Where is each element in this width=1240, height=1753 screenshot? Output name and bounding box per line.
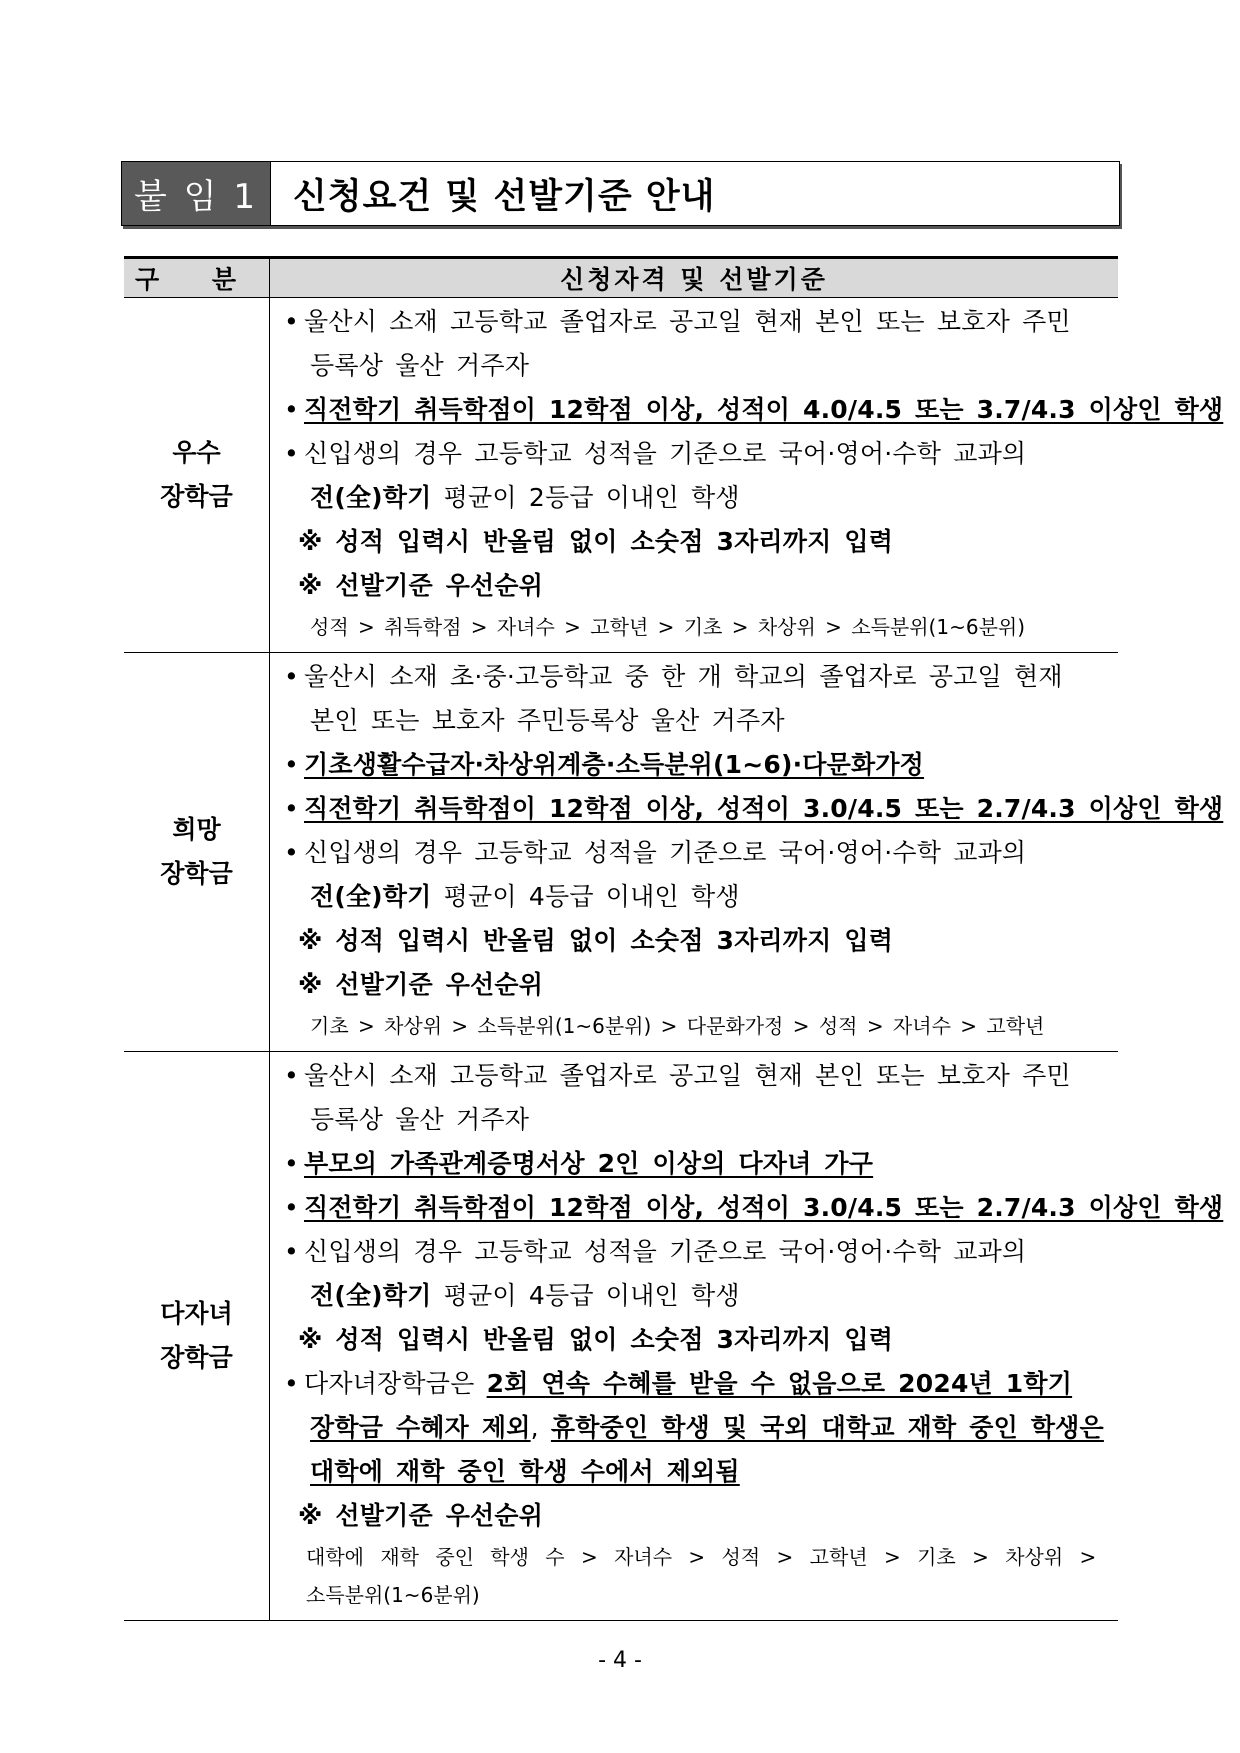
- table-header-row: [124, 258, 1118, 298]
- list-item-cont: 전(全)학기 평균이 2등급 이내인 학생: [310, 483, 740, 512]
- header-category: 구 분: [124, 258, 270, 298]
- list-item: • 직전학기 취득학점이 12학점 이상, 성적이 4.0/4.5 또는 3.7/4.3 이상인 학생: [284, 395, 1224, 424]
- list-item-cont: 대학에 재학 중인 학생 수에서 제외됨: [310, 1457, 740, 1486]
- category-label: 장학금: [160, 1343, 233, 1372]
- list-item: • 직전학기 취득학점이 12학점 이상, 성적이 3.0/4.5 또는 2.7/4.3 이상인 학생: [284, 1193, 1224, 1222]
- note-rounding: ※ 성적 입력시 반올림 없이 소숫점 3자리까지 입력: [298, 926, 894, 955]
- list-item: • 울산시 소재 초·중·고등학교 중 한 개 학교의 졸업자로 공고일 현재: [284, 662, 1063, 691]
- list-item-cont: 장학금 수혜자 제외, 휴학중인 학생 및 국외 대학교 재학 중인 학생은: [310, 1413, 1104, 1442]
- list-item-exclusion: • 다자녀장학금은 2회 연속 수혜를 받을 수 없음으로 2024년 1학기: [284, 1369, 1073, 1398]
- criteria-cell: [270, 653, 1224, 1052]
- list-item: • 직전학기 취득학점이 12학점 이상, 성적이 3.0/4.5 또는 2.7/4.3 이상인 학생: [284, 794, 1224, 823]
- category-label: 우수: [172, 438, 221, 467]
- note-priority: ※ 선발기준 우선순위: [298, 571, 544, 600]
- header-criteria: 신청자격 및 선발기준: [270, 258, 1119, 298]
- list-item-cont: 전(全)학기 평균이 4등급 이내인 학생: [310, 882, 740, 911]
- list-item: • 신입생의 경우 고등학교 성적을 기준으로 국어·영어·수학 교과의: [284, 838, 1027, 867]
- list-item: • 울산시 소재 고등학교 졸업자로 공고일 현재 본인 또는 보호자 주민: [284, 307, 1071, 336]
- page-title: 신청요건 및 선발기준 안내: [293, 176, 716, 217]
- page-number: - 4 -: [598, 1648, 642, 1673]
- priority-order: 기초 > 차상위 > 소득분위(1~6분위) > 다문화가정 > 성적 > 자녀수 > 고학년: [310, 1014, 1045, 1038]
- list-item: • 신입생의 경우 고등학교 성적을 기준으로 국어·영어·수학 교과의: [284, 1237, 1027, 1266]
- list-item: • 부모의 가족관계증명서상 2인 이상의 다자녀 가구: [284, 1149, 874, 1178]
- category-label: 장학금: [160, 482, 233, 511]
- criteria-cell: [270, 298, 1224, 653]
- table-row-multichild: [124, 1052, 1118, 1621]
- category-cell: [124, 298, 270, 653]
- priority-order: 성적 > 취득학점 > 자녀수 > 고학년 > 기초 > 차상위 > 소득분위(1~6분위): [310, 615, 1026, 639]
- list-item: • 신입생의 경우 고등학교 성적을 기준으로 국어·영어·수학 교과의: [284, 439, 1027, 468]
- note-priority: ※ 선발기준 우선순위: [298, 1501, 544, 1530]
- category-label: 장학금: [160, 859, 233, 888]
- list-item: • 울산시 소재 고등학교 졸업자로 공고일 현재 본인 또는 보호자 주민: [284, 1061, 1071, 1090]
- category-cell: [124, 653, 270, 1052]
- attachment-label: 붙 임 1: [122, 162, 271, 225]
- list-item: • 기초생활수급자·차상위계층·소득분위(1~6)·다문화가정: [284, 750, 925, 779]
- note-priority: ※ 선발기준 우선순위: [298, 970, 544, 999]
- note-rounding: ※ 성적 입력시 반올림 없이 소숫점 3자리까지 입력: [298, 1325, 894, 1354]
- category-label: 희망: [172, 815, 221, 844]
- attachment-title-bar: [121, 161, 1120, 226]
- priority-order: 대학에 재학 중인 학생 수 > 자녀수 > 성적 > 고학년 > 기초 > 차상위 >: [306, 1545, 1097, 1569]
- criteria-table: [124, 256, 1224, 1621]
- note-rounding: ※ 성적 입력시 반올림 없이 소숫점 3자리까지 입력: [298, 527, 894, 556]
- table-row-hope: [124, 653, 1118, 1052]
- criteria-cell: [270, 1052, 1224, 1621]
- list-item-cont: 본인 또는 보호자 주민등록상 울산 거주자: [310, 706, 785, 735]
- category-label: 다자녀: [160, 1299, 233, 1328]
- list-item-cont: 등록상 울산 거주자: [310, 1105, 530, 1134]
- priority-order-cont: 소득분위(1~6분위): [306, 1583, 480, 1607]
- list-item-cont: 전(全)학기 평균이 4등급 이내인 학생: [310, 1281, 740, 1310]
- category-cell: [124, 1052, 270, 1621]
- list-item-cont: 등록상 울산 거주자: [310, 351, 530, 380]
- table-row-excellence: [124, 298, 1118, 653]
